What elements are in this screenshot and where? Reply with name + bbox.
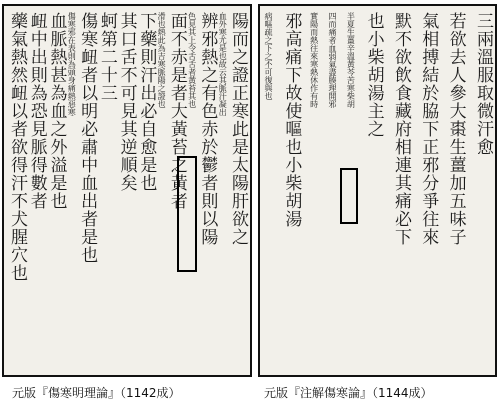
text-column: 邪高痛下故使嘔也小柴胡湯 xyxy=(281,12,302,228)
highlight-box xyxy=(340,168,358,224)
text-column: 氣相搏結於脇下正邪分爭往來 xyxy=(418,12,439,246)
text-column: 下藥則汗出必自愈是也 xyxy=(136,12,157,192)
scan-image-right xyxy=(258,4,497,377)
text-column: 也小柴胡湯主之 xyxy=(363,12,384,138)
text-column: 藥氣熱然衄以者欲得汗不犬腥穴也 xyxy=(7,12,27,282)
text-column: 其口舌不可見其逆順矣 xyxy=(116,12,137,192)
text-columns-right xyxy=(264,12,491,369)
text-column: 傷寒衄者以明必肅中血出者是也 xyxy=(77,12,98,264)
text-column: 滑也熱此為吉寒脈陽之證也 xyxy=(157,12,167,108)
text-column: 血外寒尤是也故云其脈汗凝出 xyxy=(218,12,228,116)
text-column: 半夏生薑辛溫黃芩苦寒柴胡 xyxy=(346,12,356,108)
text-column: 辨邪熱之有色赤於鬱者則以陽 xyxy=(197,12,218,246)
highlight-box xyxy=(177,156,197,272)
caption-left: 元版『傷寒明理論』（1142成） xyxy=(12,386,181,400)
text-column: 實陽而熱往來寒熱休作有時 xyxy=(309,12,319,108)
text-column: 衄中出則為恐見脈得數者 xyxy=(26,12,47,210)
text-column: 傷寒邪在表則為頭身痛熱惡寒 xyxy=(67,12,77,116)
text-column: 三兩溫服取微汗愈 xyxy=(472,12,493,156)
scan-image-left xyxy=(2,4,252,377)
text-column: 默不欲飲食藏府相連其痛必下 xyxy=(390,12,411,246)
text-column: 陽而之證正寒此是太陽肝欲之 xyxy=(227,12,248,246)
text-column: 病嘔疏之下之不可復與也 xyxy=(264,12,273,100)
text-column: 面不赤是者大黃苔之黃者 xyxy=(166,12,187,210)
text-column: 蚵第二十三 xyxy=(96,12,117,102)
text-column: 若欲去人參大棗生薑加五味子 xyxy=(445,12,466,246)
text-column: 色見其上令舌舌者黃苔其也 xyxy=(187,12,197,108)
text-columns-left xyxy=(8,12,246,369)
text-column: 血脈熱甚為血之外溢是也 xyxy=(46,12,67,210)
text-column: 四而痛者血弱氣盡腠理開邪 xyxy=(327,12,337,108)
caption-right: 元版『注解傷寒論』（1144成） xyxy=(264,386,433,400)
